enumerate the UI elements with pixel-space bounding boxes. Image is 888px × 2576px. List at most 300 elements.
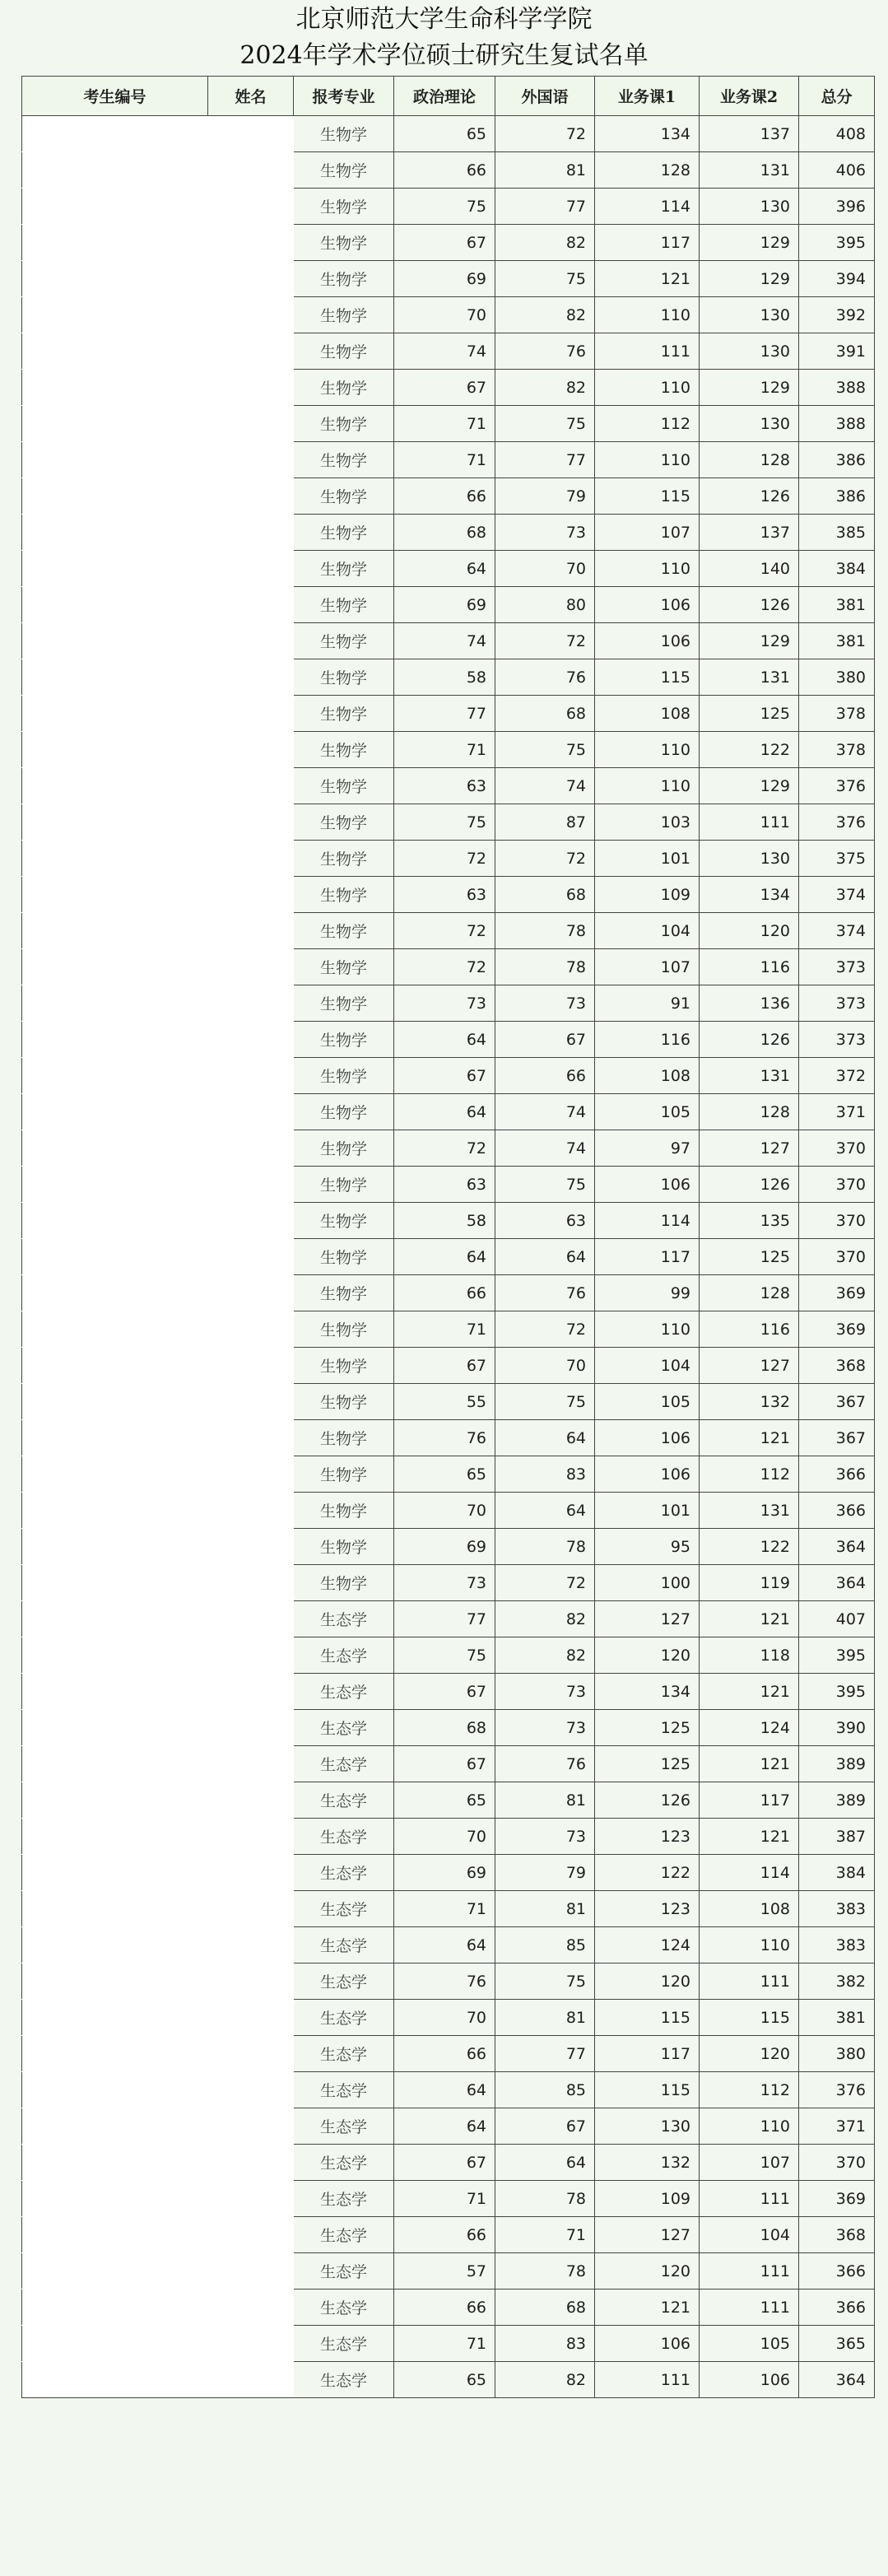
document-title-line1: 北京师范大学生命科学学院 <box>295 5 593 34</box>
table-row <box>22 1565 875 1601</box>
cell-politics: 65 <box>394 1782 495 1819</box>
cell-major: 生物学 <box>294 804 394 841</box>
cell-course2: 126 <box>700 478 799 515</box>
cell-total: 369 <box>799 1311 875 1348</box>
cell-total: 376 <box>799 804 875 841</box>
cell-course2: 122 <box>700 1529 799 1565</box>
table-row <box>22 1384 875 1420</box>
cell-course1: 128 <box>595 152 700 189</box>
cell-course1: 110 <box>595 1311 700 1348</box>
cell-total: 373 <box>799 949 875 985</box>
cell-major: 生物学 <box>294 370 394 406</box>
cell-foreign-language: 79 <box>495 478 595 515</box>
cell-politics: 71 <box>394 2326 495 2362</box>
cell-course1: 117 <box>595 1239 700 1275</box>
cell-politics: 72 <box>394 841 495 877</box>
cell-total: 395 <box>799 1674 875 1710</box>
cell-foreign-language: 76 <box>495 1746 595 1782</box>
cell-course1: 106 <box>595 1167 700 1203</box>
table-row <box>22 2326 875 2362</box>
cell-course2: 121 <box>700 1601 799 1637</box>
redacted-name <box>208 804 294 841</box>
redacted-name <box>208 587 294 623</box>
cell-major: 生物学 <box>294 1420 394 1456</box>
table-row <box>22 1819 875 1855</box>
cell-total: 407 <box>799 1601 875 1637</box>
cell-major: 生态学 <box>294 2290 394 2326</box>
redacted-name <box>208 2253 294 2290</box>
cell-major: 生物学 <box>294 949 394 985</box>
redacted-name <box>208 2217 294 2253</box>
cell-total: 370 <box>799 1203 875 1239</box>
redacted-candidate-id <box>22 659 208 696</box>
cell-total: 395 <box>799 1637 875 1674</box>
cell-politics: 65 <box>394 2362 495 2398</box>
table-row <box>22 2145 875 2181</box>
redacted-name <box>208 333 294 370</box>
table-row <box>22 1239 875 1275</box>
cell-course1: 107 <box>595 949 700 985</box>
cell-course1: 105 <box>595 1094 700 1130</box>
cell-total: 390 <box>799 1710 875 1746</box>
redacted-candidate-id <box>22 587 208 623</box>
cell-politics: 57 <box>394 2253 495 2290</box>
header-total: 总分 <box>799 77 875 116</box>
cell-foreign-language: 81 <box>495 2000 595 2036</box>
cell-foreign-language: 71 <box>495 2217 595 2253</box>
cell-course1: 132 <box>595 2145 700 2181</box>
cell-major: 生物学 <box>294 1529 394 1565</box>
cell-foreign-language: 78 <box>495 1529 595 1565</box>
cell-course1: 111 <box>595 2362 700 2398</box>
cell-politics: 71 <box>394 1891 495 1927</box>
cell-total: 389 <box>799 1782 875 1819</box>
table-row <box>22 1456 875 1493</box>
cell-major: 生物学 <box>294 587 394 623</box>
cell-politics: 76 <box>394 1420 495 1456</box>
table-row <box>22 478 875 515</box>
cell-course2: 126 <box>700 587 799 623</box>
cell-politics: 70 <box>394 1493 495 1529</box>
table-row <box>22 261 875 297</box>
cell-foreign-language: 67 <box>495 2108 595 2145</box>
cell-major: 生物学 <box>294 261 394 297</box>
cell-course1: 108 <box>595 696 700 732</box>
cell-course2: 131 <box>700 1058 799 1094</box>
cell-course2: 121 <box>700 1674 799 1710</box>
cell-foreign-language: 68 <box>495 877 595 913</box>
cell-course2: 118 <box>700 1637 799 1674</box>
cell-major: 生物学 <box>294 1275 394 1311</box>
table-row <box>22 1167 875 1203</box>
redacted-candidate-id <box>22 1637 208 1674</box>
cell-politics: 75 <box>394 804 495 841</box>
cell-course1: 95 <box>595 1529 700 1565</box>
cell-major: 生态学 <box>294 2145 394 2181</box>
cell-major: 生物学 <box>294 659 394 696</box>
cell-total: 388 <box>799 370 875 406</box>
cell-major: 生物学 <box>294 1022 394 1058</box>
cell-course2: 126 <box>700 1167 799 1203</box>
redacted-name <box>208 551 294 587</box>
redacted-name <box>208 1022 294 1058</box>
cell-total: 366 <box>799 2253 875 2290</box>
redacted-name <box>208 1601 294 1637</box>
cell-course2: 120 <box>700 913 799 949</box>
table-row <box>22 2217 875 2253</box>
redacted-candidate-id <box>22 1167 208 1203</box>
cell-major: 生态学 <box>294 2072 394 2108</box>
redacted-name <box>208 2108 294 2145</box>
cell-total: 387 <box>799 1819 875 1855</box>
cell-major: 生物学 <box>294 841 394 877</box>
cell-course2: 112 <box>700 1456 799 1493</box>
cell-foreign-language: 83 <box>495 1456 595 1493</box>
cell-total: 364 <box>799 2362 875 2398</box>
header-politics: 政治理论 <box>394 77 495 116</box>
cell-course2: 116 <box>700 1311 799 1348</box>
redacted-candidate-id <box>22 261 208 297</box>
redacted-name <box>208 732 294 768</box>
redacted-candidate-id <box>22 2108 208 2145</box>
cell-course2: 107 <box>700 2145 799 2181</box>
cell-foreign-language: 78 <box>495 913 595 949</box>
redacted-candidate-id <box>22 1674 208 1710</box>
cell-total: 364 <box>799 1565 875 1601</box>
cell-politics: 67 <box>394 225 495 261</box>
redacted-name <box>208 696 294 732</box>
cell-politics: 67 <box>394 1746 495 1782</box>
cell-course2: 130 <box>700 189 799 225</box>
cell-course1: 97 <box>595 1130 700 1167</box>
redacted-name <box>208 406 294 442</box>
cell-course1: 127 <box>595 1601 700 1637</box>
redacted-candidate-id <box>22 2072 208 2108</box>
redacted-candidate-id <box>22 913 208 949</box>
cell-politics: 64 <box>394 2072 495 2108</box>
cell-foreign-language: 82 <box>495 297 595 333</box>
cell-foreign-language: 76 <box>495 659 595 696</box>
table-row <box>22 2072 875 2108</box>
cell-course1: 125 <box>595 1710 700 1746</box>
cell-foreign-language: 64 <box>495 2145 595 2181</box>
cell-total: 368 <box>799 1348 875 1384</box>
cell-course1: 104 <box>595 913 700 949</box>
cell-course2: 129 <box>700 261 799 297</box>
cell-course1: 127 <box>595 2217 700 2253</box>
cell-politics: 70 <box>394 297 495 333</box>
cell-course2: 104 <box>700 2217 799 2253</box>
cell-foreign-language: 73 <box>495 515 595 551</box>
cell-course2: 136 <box>700 985 799 1022</box>
cell-politics: 64 <box>394 2108 495 2145</box>
cell-course1: 107 <box>595 515 700 551</box>
cell-major: 生态学 <box>294 1674 394 1710</box>
cell-course2: 111 <box>700 804 799 841</box>
cell-foreign-language: 75 <box>495 261 595 297</box>
cell-course1: 101 <box>595 841 700 877</box>
redacted-name <box>208 1384 294 1420</box>
cell-major: 生态学 <box>294 2326 394 2362</box>
cell-total: 374 <box>799 877 875 913</box>
redacted-name <box>208 949 294 985</box>
table-row <box>22 1782 875 1819</box>
cell-foreign-language: 73 <box>495 1819 595 1855</box>
cell-politics: 67 <box>394 370 495 406</box>
redacted-candidate-id <box>22 1058 208 1094</box>
cell-politics: 71 <box>394 406 495 442</box>
cell-politics: 71 <box>394 2181 495 2217</box>
redacted-name <box>208 1275 294 1311</box>
cell-politics: 58 <box>394 1203 495 1239</box>
cell-course1: 115 <box>595 2072 700 2108</box>
redacted-name <box>208 116 294 152</box>
cell-total: 366 <box>799 1493 875 1529</box>
redacted-candidate-id <box>22 949 208 985</box>
table-row <box>22 913 875 949</box>
redacted-candidate-id <box>22 1203 208 1239</box>
cell-course2: 120 <box>700 2036 799 2072</box>
cell-course2: 121 <box>700 1420 799 1456</box>
cell-foreign-language: 75 <box>495 732 595 768</box>
redacted-name <box>208 1710 294 1746</box>
redacted-name <box>208 1529 294 1565</box>
redacted-candidate-id <box>22 2217 208 2253</box>
redacted-candidate-id <box>22 1927 208 1963</box>
table-row <box>22 1130 875 1167</box>
table-row <box>22 370 875 406</box>
table-row <box>22 442 875 478</box>
cell-major: 生物学 <box>294 152 394 189</box>
redacted-candidate-id <box>22 2290 208 2326</box>
cell-total: 369 <box>799 2181 875 2217</box>
cell-course2: 108 <box>700 1891 799 1927</box>
cell-major: 生物学 <box>294 877 394 913</box>
cell-course2: 121 <box>700 1819 799 1855</box>
cell-total: 388 <box>799 406 875 442</box>
header-name: 姓名 <box>208 77 294 116</box>
cell-course1: 106 <box>595 1456 700 1493</box>
table-header-row <box>22 77 875 116</box>
table-row <box>22 1094 875 1130</box>
cell-course2: 112 <box>700 2072 799 2108</box>
cell-major: 生物学 <box>294 116 394 152</box>
cell-course1: 91 <box>595 985 700 1022</box>
cell-major: 生物学 <box>294 985 394 1022</box>
cell-total: 368 <box>799 2217 875 2253</box>
cell-course2: 129 <box>700 370 799 406</box>
cell-course2: 110 <box>700 2108 799 2145</box>
cell-major: 生物学 <box>294 623 394 659</box>
redacted-name <box>208 1927 294 1963</box>
redacted-candidate-id <box>22 1420 208 1456</box>
redacted-name <box>208 297 294 333</box>
cell-total: 395 <box>799 225 875 261</box>
cell-course1: 124 <box>595 1927 700 1963</box>
cell-course1: 117 <box>595 225 700 261</box>
cell-major: 生物学 <box>294 1203 394 1239</box>
table-row <box>22 551 875 587</box>
cell-major: 生物学 <box>294 696 394 732</box>
redacted-candidate-id <box>22 1022 208 1058</box>
cell-politics: 71 <box>394 442 495 478</box>
cell-total: 365 <box>799 2326 875 2362</box>
cell-politics: 67 <box>394 1674 495 1710</box>
cell-course1: 110 <box>595 732 700 768</box>
cell-course2: 130 <box>700 333 799 370</box>
cell-total: 391 <box>799 333 875 370</box>
cell-foreign-language: 80 <box>495 587 595 623</box>
cell-foreign-language: 68 <box>495 696 595 732</box>
cell-course1: 108 <box>595 1058 700 1094</box>
cell-foreign-language: 72 <box>495 116 595 152</box>
cell-course1: 109 <box>595 2181 700 2217</box>
cell-major: 生物学 <box>294 333 394 370</box>
redacted-name <box>208 2000 294 2036</box>
cell-foreign-language: 66 <box>495 1058 595 1094</box>
cell-total: 381 <box>799 623 875 659</box>
redacted-candidate-id <box>22 1891 208 1927</box>
cell-course2: 114 <box>700 1855 799 1891</box>
redacted-candidate-id <box>22 2145 208 2181</box>
cell-major: 生态学 <box>294 2217 394 2253</box>
cell-politics: 65 <box>394 1456 495 1493</box>
cell-total: 366 <box>799 2290 875 2326</box>
cell-politics: 58 <box>394 659 495 696</box>
cell-politics: 68 <box>394 515 495 551</box>
cell-course1: 106 <box>595 2326 700 2362</box>
redacted-candidate-id <box>22 1710 208 1746</box>
table-row <box>22 877 875 913</box>
cell-foreign-language: 85 <box>495 1927 595 1963</box>
cell-course1: 120 <box>595 1637 700 1674</box>
redacted-name <box>208 1782 294 1819</box>
redacted-candidate-id <box>22 1963 208 2000</box>
cell-course2: 131 <box>700 1493 799 1529</box>
cell-course1: 99 <box>595 1275 700 1311</box>
cell-total: 370 <box>799 2145 875 2181</box>
redacted-name <box>208 442 294 478</box>
cell-foreign-language: 77 <box>495 442 595 478</box>
table-row <box>22 732 875 768</box>
redacted-candidate-id <box>22 1565 208 1601</box>
cell-foreign-language: 81 <box>495 152 595 189</box>
cell-politics: 71 <box>394 732 495 768</box>
cell-course2: 122 <box>700 732 799 768</box>
cell-foreign-language: 81 <box>495 1891 595 1927</box>
cell-foreign-language: 75 <box>495 1167 595 1203</box>
cell-politics: 65 <box>394 116 495 152</box>
cell-politics: 67 <box>394 2145 495 2181</box>
redacted-name <box>208 1203 294 1239</box>
cell-politics: 77 <box>394 696 495 732</box>
cell-total: 392 <box>799 297 875 333</box>
cell-major: 生态学 <box>294 1855 394 1891</box>
cell-course2: 140 <box>700 551 799 587</box>
cell-total: 385 <box>799 515 875 551</box>
table-row <box>22 768 875 804</box>
table-row <box>22 2000 875 2036</box>
redacted-name <box>208 515 294 551</box>
cell-politics: 63 <box>394 877 495 913</box>
cell-foreign-language: 82 <box>495 370 595 406</box>
redacted-candidate-id <box>22 1384 208 1420</box>
cell-politics: 64 <box>394 1094 495 1130</box>
table-row <box>22 1275 875 1311</box>
redacted-name <box>208 1348 294 1384</box>
table-row <box>22 189 875 225</box>
cell-politics: 69 <box>394 587 495 623</box>
redacted-candidate-id <box>22 406 208 442</box>
table-row <box>22 1891 875 1927</box>
cell-total: 406 <box>799 152 875 189</box>
cell-course1: 109 <box>595 877 700 913</box>
cell-total: 366 <box>799 1456 875 1493</box>
cell-course2: 111 <box>700 1963 799 2000</box>
redacted-candidate-id <box>22 696 208 732</box>
cell-foreign-language: 78 <box>495 949 595 985</box>
cell-total: 367 <box>799 1384 875 1420</box>
cell-foreign-language: 72 <box>495 841 595 877</box>
redacted-name <box>208 1746 294 1782</box>
cell-course1: 122 <box>595 1855 700 1891</box>
table-row <box>22 225 875 261</box>
cell-foreign-language: 82 <box>495 1601 595 1637</box>
table-row <box>22 2036 875 2072</box>
cell-major: 生物学 <box>294 768 394 804</box>
redacted-candidate-id <box>22 2000 208 2036</box>
redacted-candidate-id <box>22 225 208 261</box>
cell-foreign-language: 78 <box>495 2253 595 2290</box>
cell-major: 生物学 <box>294 732 394 768</box>
cell-total: 383 <box>799 1891 875 1927</box>
cell-foreign-language: 74 <box>495 768 595 804</box>
table-row <box>22 1710 875 1746</box>
redacted-candidate-id <box>22 515 208 551</box>
cell-course1: 115 <box>595 2000 700 2036</box>
redacted-candidate-id <box>22 1275 208 1311</box>
redacted-name <box>208 152 294 189</box>
table-row <box>22 1348 875 1384</box>
cell-foreign-language: 75 <box>495 1384 595 1420</box>
cell-foreign-language: 77 <box>495 189 595 225</box>
cell-major: 生物学 <box>294 515 394 551</box>
cell-total: 376 <box>799 768 875 804</box>
cell-course2: 128 <box>700 1275 799 1311</box>
cell-course2: 111 <box>700 2290 799 2326</box>
cell-total: 394 <box>799 261 875 297</box>
cell-course2: 130 <box>700 841 799 877</box>
cell-foreign-language: 79 <box>495 1855 595 1891</box>
cell-course2: 125 <box>700 1239 799 1275</box>
header-major: 报考专业 <box>294 77 394 116</box>
cell-course1: 101 <box>595 1493 700 1529</box>
cell-major: 生态学 <box>294 2000 394 2036</box>
cell-foreign-language: 63 <box>495 1203 595 1239</box>
redacted-name <box>208 1891 294 1927</box>
cell-foreign-language: 74 <box>495 1094 595 1130</box>
cell-course2: 124 <box>700 1710 799 1746</box>
cell-major: 生物学 <box>294 551 394 587</box>
cell-total: 384 <box>799 551 875 587</box>
redacted-candidate-id <box>22 768 208 804</box>
cell-politics: 75 <box>394 1637 495 1674</box>
cell-course2: 110 <box>700 1927 799 1963</box>
redacted-candidate-id <box>22 2253 208 2290</box>
redacted-candidate-id <box>22 623 208 659</box>
redacted-name <box>208 1855 294 1891</box>
cell-politics: 72 <box>394 949 495 985</box>
